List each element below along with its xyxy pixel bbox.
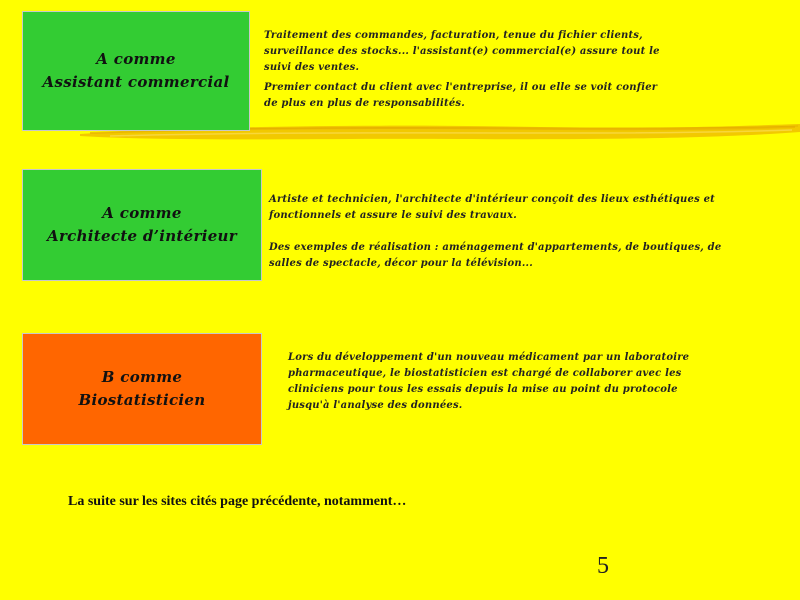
description-line: cliniciens pour tous les essais depuis la mise au point du protocole xyxy=(288,384,678,395)
description-line: surveillance des stocks... l'assistant(e) commercial(e) assure tout le xyxy=(264,46,660,57)
description-line: suivi des ventes. xyxy=(264,62,360,73)
card-title-box-architecte-interieur xyxy=(22,169,262,281)
description-line: jusqu'à l'analyse des données. xyxy=(288,400,463,411)
description-line: pharmaceutique, le biostatisticien est chargé de collaborer avec les xyxy=(288,368,682,379)
card-description-assistant-commercial xyxy=(264,28,660,112)
card-description-biostatisticien xyxy=(288,350,689,414)
description-line: Traitement des commandes, facturation, tenue du fichier clients, xyxy=(264,30,643,41)
description-line: fonctionnels et assure le suivi des travaux. xyxy=(269,210,517,221)
description-line: de plus en plus de responsabilités. xyxy=(264,98,465,109)
description-line: Lors du développement d'un nouveau médicament par un laboratoire xyxy=(288,352,690,363)
description-line: salles de spectacle, décor pour la télévision... xyxy=(269,258,533,269)
card-title-line1: A comme xyxy=(102,204,182,222)
card-title-box-biostatisticien xyxy=(22,333,262,445)
description-line: Premier contact du client avec l'entreprise, il ou elle se voit confier xyxy=(264,82,658,93)
page-number: 5 xyxy=(597,553,609,579)
description-line: Artiste et technicien, l'architecte d'intérieur conçoit des lieux esthétiques et xyxy=(269,194,715,205)
card-title-line2: Assistant commercial xyxy=(42,73,230,91)
card-title-box-assistant-commercial xyxy=(22,11,250,131)
card-title-line1: B comme xyxy=(101,368,183,386)
card-title-line2: Biostatisticien xyxy=(78,391,206,409)
footer-note: La suite sur les sites cités page précédente, notamment… xyxy=(68,494,407,509)
description-line: Des exemples de réalisation : aménagement d'appartements, de boutiques, de xyxy=(269,242,722,253)
card-title-line1: A comme xyxy=(96,50,176,68)
card-title-line2: Architecte d’intérieur xyxy=(47,227,237,245)
card-description-architecte-interieur xyxy=(269,192,721,272)
